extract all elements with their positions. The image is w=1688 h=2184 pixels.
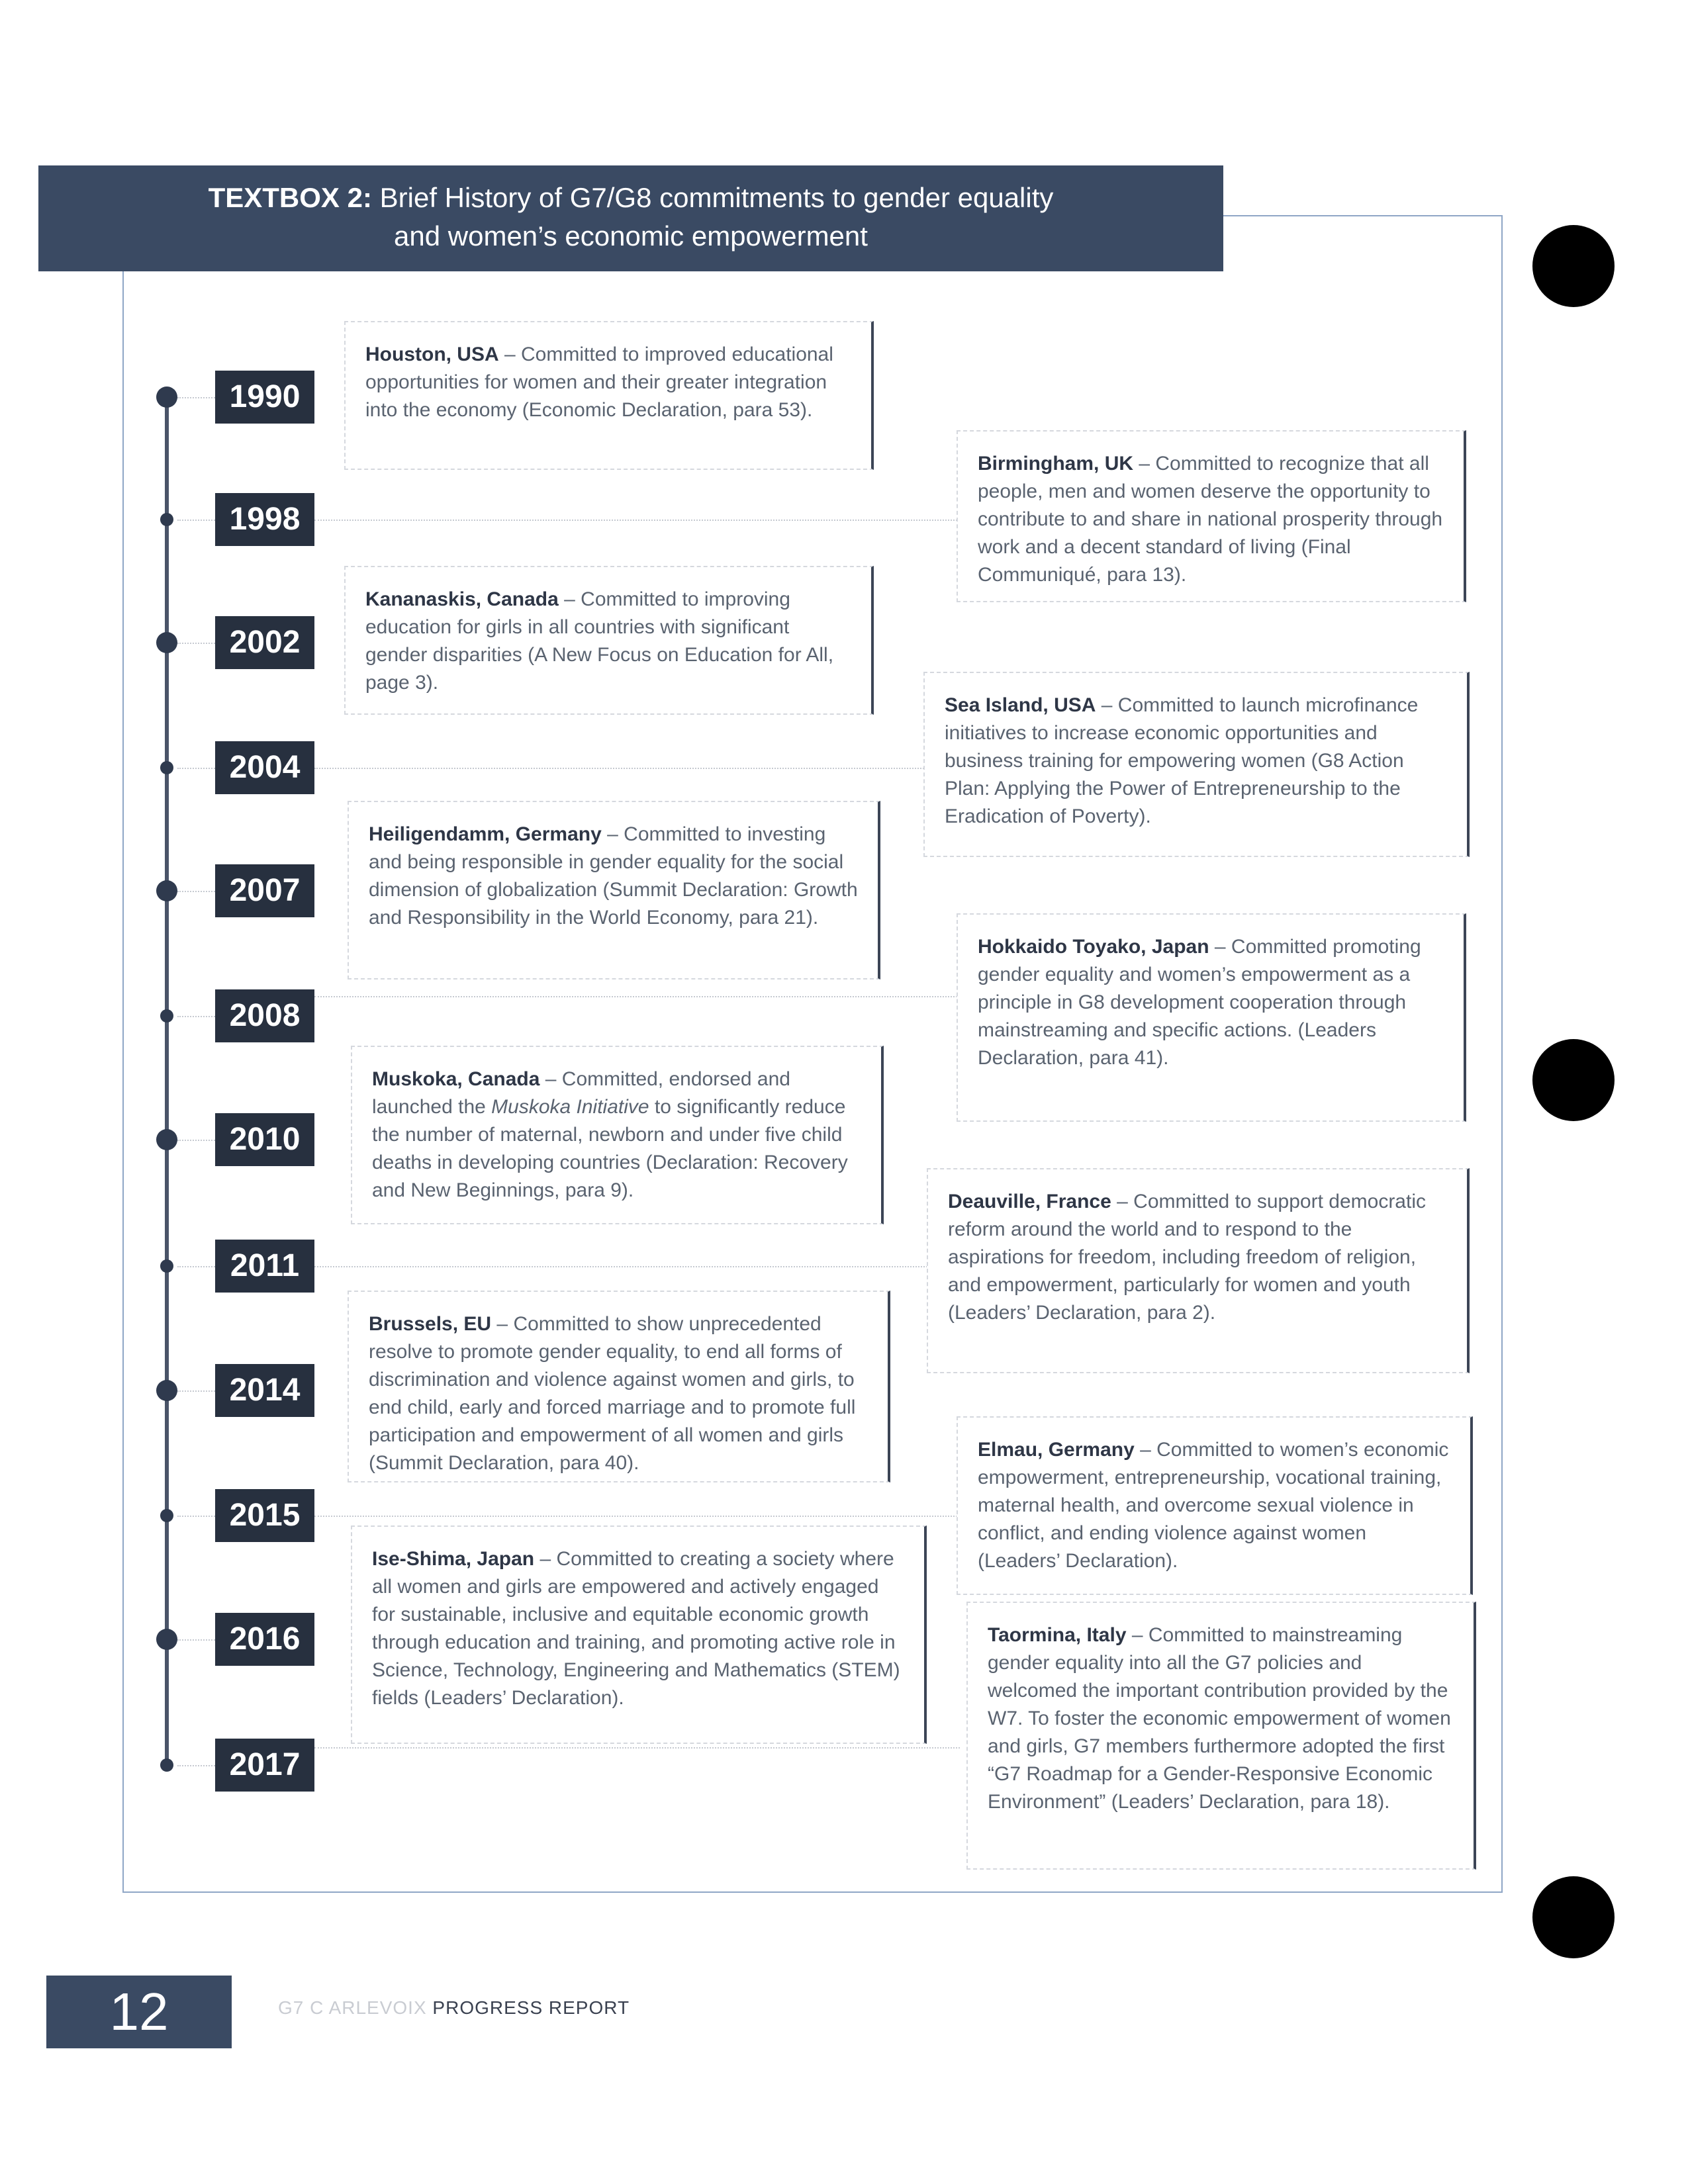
year-label-1990: 1990 [215, 371, 314, 424]
entry-text: – Committed promoting gender equality and women’s empowerment as a principle in G8 development cooperation through mainstreaming and specific actions. (Leaders Declaration, para 41). [978, 936, 1421, 1069]
connector-2011 [314, 1266, 930, 1267]
entry-text: – Committed to show unprecedented resolve to promote gender equality, to end all forms of discrimination and violence against women and girls, to end child, early and forced marriage and to promote full participation and empowerment of all women and girls (Summit Declaration, para 40). [369, 1313, 856, 1474]
timeline-dot [156, 880, 177, 901]
entry-place: Muskoka, Canada [372, 1068, 540, 1090]
header-line-1 [38, 179, 1223, 217]
entry-place: Heiligendamm, Germany [369, 823, 602, 845]
timeline-dot [160, 1758, 173, 1772]
entry-brussels [348, 1291, 890, 1482]
entry-place: Ise-Shima, Japan [372, 1548, 535, 1570]
entry-text: – Committed to women’s economic empowerment, entrepreneurship, vocational training, maternal health, and overcome sexual violence in conflict, and ending violence against women (Leaders’ Declaration). [978, 1439, 1449, 1572]
timeline-tick [177, 1639, 215, 1641]
entry-houston [344, 321, 874, 470]
connector-1998 [314, 520, 960, 521]
year-label-2015: 2015 [215, 1489, 314, 1542]
timeline-line [165, 397, 169, 1764]
entry-text: – Committed to support democratic reform around the world and to respond to the aspirations for freedom, including freedom of religion, and empowerment, particularly for women and youth (Leaders’ Declaration, para 2). [948, 1191, 1426, 1324]
entry-hokkaido [957, 913, 1466, 1122]
entry-text: – Committed to creating a society where all women and girls are empowered and actively engaged for sustainable, inclusive and equitable economic growth through education and training, and promoting active role in Science, Technology, Engineering and Mathematics (STEM) fields (Leaders’ Declaration). [372, 1548, 900, 1709]
entry-place: Birmingham, UK [978, 453, 1134, 475]
timeline-tick [177, 1765, 215, 1766]
timeline-dot [160, 513, 173, 526]
header-lead: TEXTBOX 2: [208, 182, 372, 213]
timeline-tick [177, 1516, 215, 1517]
textbox-header [38, 165, 1223, 271]
entry-place: Sea Island, USA [945, 694, 1096, 716]
punch-hole-middle [1532, 1039, 1615, 1121]
entry-text: – Committed to launch microfinance initiatives to increase economic opportunities and business training for empowering women (G8 Action Plan: Applying the Power of Entrepreneurship to the Eradication of Poverty). [945, 694, 1419, 827]
header-title-2: and women’s economic empowerment [394, 220, 868, 251]
entry-taormina [966, 1602, 1476, 1870]
timeline-tick [177, 1390, 215, 1392]
timeline-tick [177, 643, 215, 644]
connector-2017 [314, 1747, 960, 1749]
timeline-tick [177, 397, 215, 398]
year-label-2008: 2008 [215, 989, 314, 1042]
entry-sea-island [923, 672, 1470, 857]
year-label-2014: 2014 [215, 1364, 314, 1417]
footer-report-label: PROGRESS REPORT [432, 1997, 630, 2018]
year-label-2016: 2016 [215, 1613, 314, 1666]
timeline-dot [156, 1629, 177, 1650]
year-label-2017: 2017 [215, 1739, 314, 1792]
connector-2004 [314, 768, 927, 769]
entry-text: – Committed to improved educational opportunities for women and their greater integration into the economy (Economic Declaration, para 53). [365, 343, 833, 421]
timeline-dot [156, 632, 177, 653]
timeline-dot [160, 761, 173, 774]
entry-ise-shima [351, 1525, 927, 1744]
entry-place: Deauville, France [948, 1191, 1111, 1212]
entry-text: – Committed to mainstreaming gender equality into all the G7 policies and welcomed the important contribution provided by the W7. To foster the economic empowerment of women and girls, G7 members furthermore adopted the first “G7 Roadmap for a Gender-Responsive Economic Environment” (Leaders’ Declaration, para 18). [988, 1624, 1451, 1813]
entry-heiligendamm [348, 801, 880, 979]
entry-text-italic: Muskoka Initiative [491, 1096, 649, 1118]
footer-faint-text: G7 C ARLEVOIX [278, 1997, 433, 2018]
timeline-dot [160, 1259, 173, 1273]
entry-deauville [927, 1168, 1470, 1373]
entry-muskoka [351, 1046, 884, 1224]
entry-place: Elmau, Germany [978, 1439, 1135, 1461]
entry-text: – Committed to improving education for girls in all countries with significant gender disparities (A New Focus on Education for All, page 3). [365, 588, 834, 694]
timeline-dot [160, 1509, 173, 1522]
timeline-tick [177, 520, 215, 521]
entry-kananaskis [344, 566, 874, 715]
entry-birmingham [957, 430, 1466, 602]
punch-hole-bottom [1532, 1876, 1615, 1958]
timeline-tick [177, 1266, 215, 1267]
header-title-1: Brief History of G7/G8 commitments to gender equality [379, 182, 1054, 213]
timeline-dot [156, 387, 177, 408]
timeline-tick [177, 1016, 215, 1017]
footer-title [278, 1997, 630, 2019]
year-label-2002: 2002 [215, 616, 314, 669]
page-number: 12 [46, 1976, 232, 2048]
entry-text-after: to significantly reduce the number of maternal, newborn and under five child deaths in developing countries (Declaration: Recovery and New Beginnings, para 9). [372, 1096, 848, 1201]
entry-text: – Committed to investing and being responsible in gender equality for the social dimension of globalization (Summit Declaration: Growth and Responsibility in the World Economy, para 21). [369, 823, 858, 929]
timeline-dot [160, 1009, 173, 1023]
year-label-2007: 2007 [215, 864, 314, 917]
year-label-1998: 1998 [215, 493, 314, 546]
timeline-dot [156, 1380, 177, 1401]
year-label-2004: 2004 [215, 741, 314, 794]
entry-text: – Committed to recognize that all people, men and women deserve the opportunity to contribute to and share in national prosperity through work and a decent standard of living (Final Communiqué, para 13). [978, 453, 1443, 586]
timeline-tick [177, 768, 215, 769]
timeline-tick [177, 891, 215, 892]
year-label-2010: 2010 [215, 1113, 314, 1166]
entry-elmau [957, 1416, 1473, 1595]
connector-2015 [314, 1516, 960, 1517]
punch-hole-top [1532, 225, 1615, 307]
entry-place: Taormina, Italy [988, 1624, 1127, 1646]
timeline-tick [177, 1140, 215, 1141]
entry-place: Brussels, EU [369, 1313, 492, 1335]
connector-2008 [314, 996, 960, 997]
timeline-dot [156, 1129, 177, 1150]
entry-place: Kananaskis, Canada [365, 588, 559, 610]
entry-place: Hokkaido Toyako, Japan [978, 936, 1209, 958]
entry-place: Houston, USA [365, 343, 499, 365]
entry-text-before: – Committed, endorsed and launched the [372, 1068, 790, 1118]
year-label-2011: 2011 [215, 1240, 314, 1293]
